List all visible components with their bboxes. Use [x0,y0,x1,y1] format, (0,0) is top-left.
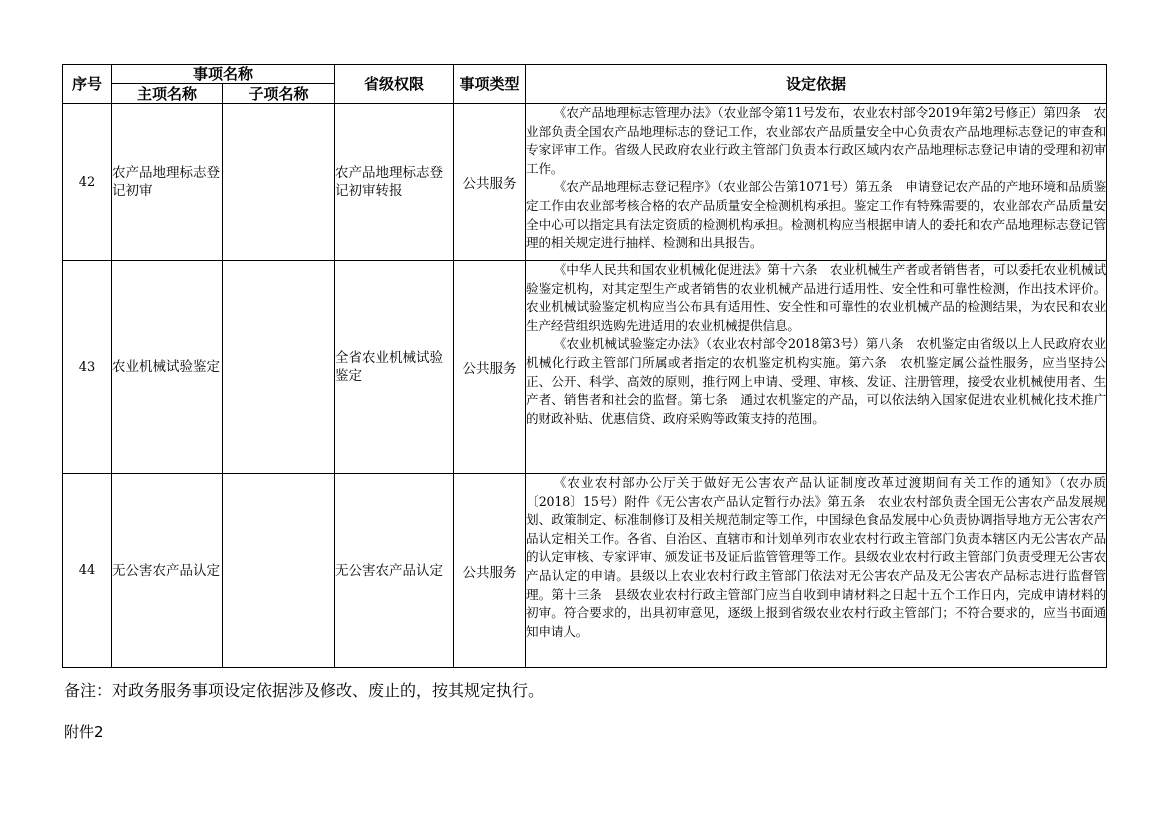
table-row [63,104,1107,261]
basis-paragraph: 《农产品地理标志登记程序》（农业部公告第1071号）第五条 申请登记农产品的产地环境和品质鉴定工作由农业部考核合格的农产品质量安全检测机构承担。鉴定工作有特殊需要的，农业部农产品质量安全中心可以指定具有法定资质的检测机构承担。检测机构应当根据申请人的委托和农产品地理标志登记管理的相关规定进行抽样、检测和出具报告。 [526,179,1107,251]
basis-cell [526,104,1107,261]
row-number: 42 [63,104,112,261]
item-type: 公共服务 [454,474,526,668]
main-item-name: 农产品地理标志登记初审 [112,104,223,261]
header-seq: 序号 [63,65,112,104]
basis-cell [526,261,1107,474]
row-number: 43 [63,261,112,474]
provincial-authority: 无公害农产品认定 [335,474,454,668]
footnote: 备注：对政务服务事项设定依据涉及修改、废止的，按其规定执行。 [64,681,545,700]
basis-paragraph: 《农产品地理标志管理办法》（农业部令第11号发布，农业农村部令2019年第2号修正）第四条 农业部负责全国农产品地理标志的登记工作，农业部农产品质量安全中心负责农产品地理标志登记的审查和专家评审工作。省级人民政府农业行政主管部门负责本行政区域内农产品地理标志登记申请的受理和初审工作。 [526,105,1107,176]
header-item-type: 事项类型 [454,65,526,104]
header-basis: 设定依据 [526,65,1107,104]
sub-item-name [223,104,335,261]
basis-cell [526,474,1107,668]
table-row [63,474,1107,668]
item-type: 公共服务 [454,261,526,474]
service-items-table [62,64,1107,668]
sub-item-name [223,474,335,668]
header-item-name: 事项名称 [112,65,335,84]
basis-paragraph: 《农业农村部办公厅关于做好无公害农产品认证制度改革过渡期间有关工作的通知》（农办质〔2018〕15号）附件《无公害农产品认定暂行办法》第五条 农业农村部负责全国无公害农产品发展规划、政策制定、标准制修订及相关规范制定等工作，中国绿色食品发展中心负责协调指导地方无公害农产品认定相关工作。各省、自治区、直辖市和计划单列市农业农村行政主管部门负责本辖区内无公害农产品的认定审核、专家评审、颁发证书及证后监管管理等工作。县级农业农村行政主管部门负责受理无公害农产品认定的申请。县级以上农业农村行政主管部门依法对无公害农产品及无公害农产品标志进行监督管理。第十三条 县级农业农村行政主管部门应当自收到申请材料之日起十五个工作日内，完成申请材料的初审。符合要求的，出具初审意见，逐级上报到省级农业农村行政主管部门；不符合要求的，应当书面通知申请人。 [526,475,1107,639]
header-provincial-authority: 省级权限 [335,65,454,104]
table-row [63,261,1107,474]
item-type: 公共服务 [454,104,526,261]
row-number: 44 [63,474,112,668]
basis-paragraph: 《农业机械试验鉴定办法》（农业农村部令2018第3号）第八条 农机鉴定由省级以上人民政府农业机械化行政主管部门所属或者指定的农机鉴定机构实施。第六条 农机鉴定属公益性服务，应当坚持公正、公开、科学、高效的原则，推行网上申请、受理、审核、发证、注册管理，接受农业机械使用者、生产者、销售者和社会的监督。第七条 通过农机鉴定的产品，可以依法纳入国家促进农业机械化技术推广的财政补贴、优惠信贷、政府采购等政策支持的范围。 [526,336,1107,426]
sub-item-name [223,261,335,474]
basis-paragraph: 《中华人民共和国农业机械化促进法》第十六条 农业机械生产者或者销售者，可以委托农业机械试验鉴定机构，对其定型生产或者销售的农业机械产品进行适用性、安全性和可靠性检测，作出技术评价。农业机械试验鉴定机构应当公布具有适用性、安全性和可靠性的农业机械产品的检测结果，为农民和农业生产经营组织选购先进适用的农业机械提供信息。 [526,262,1107,333]
provincial-authority: 全省农业机械试验鉴定 [335,261,454,474]
main-item-name: 农业机械试验鉴定 [112,261,223,474]
provincial-authority: 农产品地理标志登记初审转报 [335,104,454,261]
attachment-label: 附件2 [64,723,104,741]
header-main-name: 主项名称 [112,84,223,104]
header-sub-name: 子项名称 [223,84,335,104]
main-item-name: 无公害农产品认定 [112,474,223,668]
